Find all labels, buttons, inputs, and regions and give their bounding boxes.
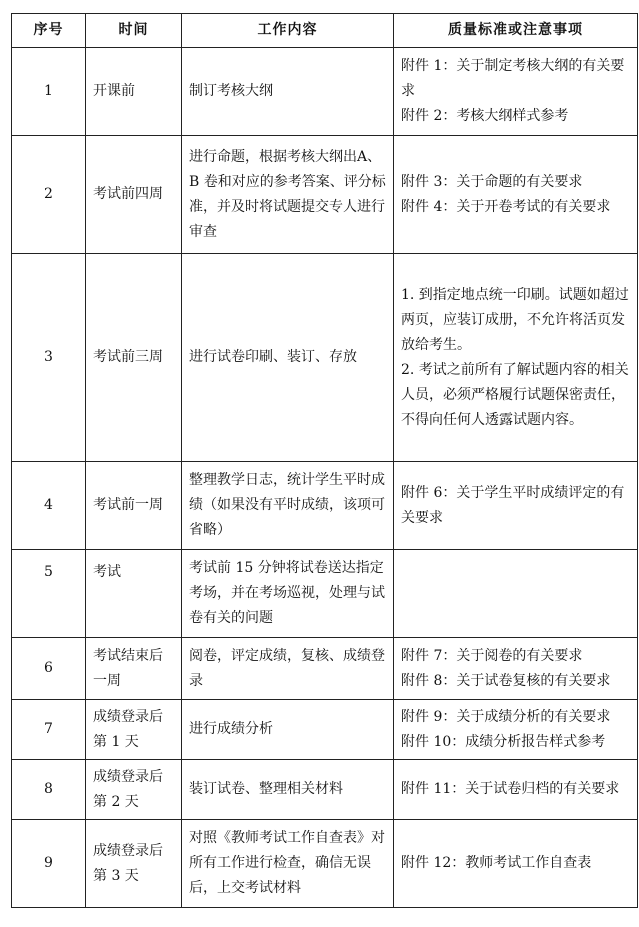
- row-time: [86, 638, 182, 700]
- content-text: 进行试卷印刷、装订、存放: [189, 349, 357, 365]
- time-line: 一周: [93, 672, 121, 689]
- row-time: [86, 760, 182, 820]
- note-line: 附件 7：关于阅卷的有关要求: [401, 647, 583, 664]
- row-notes: [394, 254, 638, 462]
- time-line: 第 3 天: [93, 867, 139, 884]
- note-line: 附件 11：关于试卷归档的有关要求: [401, 781, 620, 797]
- table-row: [12, 462, 638, 550]
- header-notes: 质量标准或注意事项: [394, 14, 638, 48]
- content-text: 对照《教师考试工作自查表》对所有工作进行检查，确信无误后，上交考试材料: [189, 830, 385, 896]
- row-time: [86, 136, 182, 254]
- row-number: 8: [12, 760, 86, 820]
- content-text: 制订考核大纲: [189, 83, 273, 99]
- note-line: 附件 12：教师考试工作自查表: [401, 855, 592, 871]
- table-row: [12, 254, 638, 462]
- row-content: [182, 136, 394, 254]
- table-row: [12, 638, 638, 700]
- time-line: 考试: [93, 564, 121, 580]
- row-notes: [394, 760, 638, 820]
- time-line: 成绩登录后: [93, 842, 163, 859]
- time-line: 考试前四周: [93, 186, 163, 202]
- table-row: [12, 136, 638, 254]
- row-number: 7: [12, 700, 86, 760]
- note-line: 附件 3：关于命题的有关要求: [401, 173, 583, 190]
- content-text: 装订试卷、整理相关材料: [189, 781, 343, 797]
- header-content: 工作内容: [182, 14, 394, 48]
- row-notes: [394, 550, 638, 638]
- row-time: [86, 550, 182, 638]
- header-time: 时间: [86, 14, 182, 48]
- note-line: 附件 6：关于学生平时成绩评定的有关要求: [401, 484, 625, 526]
- time-line: 成绩登录后: [93, 768, 163, 785]
- row-content: [182, 700, 394, 760]
- row-content: [182, 760, 394, 820]
- row-content: [182, 638, 394, 700]
- row-time: [86, 700, 182, 760]
- content-text: 阅卷，评定成绩，复核、成绩登录: [189, 647, 385, 689]
- content-text: 整理教学日志，统计学生平时成绩（如果没有平时成绩，该项可省略）: [189, 472, 385, 538]
- table-row: [12, 550, 638, 638]
- note-line: 附件 1：关于制定考核大纲的有关要求: [401, 58, 625, 99]
- time-line: 考试结束后: [93, 647, 163, 664]
- row-number: 6: [12, 638, 86, 700]
- row-content: [182, 48, 394, 136]
- note-line: 附件 8：关于试卷复核的有关要求: [401, 672, 611, 689]
- row-notes: [394, 700, 638, 760]
- note-line: 附件 10：成绩分析报告样式参考: [401, 733, 606, 750]
- row-time: [86, 254, 182, 462]
- row-notes: [394, 48, 638, 136]
- row-content: [182, 254, 394, 462]
- row-number: 5: [12, 550, 86, 638]
- row-number: 9: [12, 820, 86, 908]
- content-text: 进行成绩分析: [189, 721, 273, 737]
- time-line: 开课前: [93, 83, 135, 99]
- content-text: 进行命题，根据考核大纲出A、B 卷和对应的参考答案、评分标准，并及时将试题提交专人进行审查: [189, 148, 386, 240]
- time-line: 成绩登录后: [93, 708, 163, 725]
- note-line: 1. 到指定地点统一印刷。试题如超过两页，应装订成册，不允许将活页发放给考生。: [401, 286, 629, 353]
- note-line: 附件 4：关于开卷考试的有关要求: [401, 198, 611, 215]
- row-time: [86, 462, 182, 550]
- content-text: 考试前 15 分钟将试卷送达指定考场，并在考场巡视，处理与试卷有关的问题: [189, 560, 385, 626]
- time-line: 考试前一周: [93, 497, 163, 513]
- row-number: 4: [12, 462, 86, 550]
- time-line: 第 1 天: [93, 733, 139, 750]
- row-number: 1: [12, 48, 86, 136]
- time-line: 考试前三周: [93, 349, 163, 365]
- row-number: 3: [12, 254, 86, 462]
- note-line: 2. 考试之前所有了解试题内容的相关人员，必须严格履行试题保密责任，不得向任何人透露试题内容。: [401, 361, 629, 428]
- row-time: [86, 48, 182, 136]
- row-notes: [394, 638, 638, 700]
- row-notes: [394, 820, 638, 908]
- table-row: [12, 700, 638, 760]
- table-header-row: [12, 14, 638, 48]
- row-content: [182, 820, 394, 908]
- row-notes: [394, 462, 638, 550]
- table-row: [12, 760, 638, 820]
- time-line: 第 2 天: [93, 793, 139, 810]
- table-row: [12, 820, 638, 908]
- row-content: [182, 462, 394, 550]
- note-line: 附件 9：关于成绩分析的有关要求: [401, 708, 611, 725]
- row-time: [86, 820, 182, 908]
- row-content: [182, 550, 394, 638]
- table-row: [12, 48, 638, 136]
- exam-workflow-table: [11, 13, 638, 908]
- row-number: 2: [12, 136, 86, 254]
- note-line: 附件 2：考核大纲样式参考: [401, 108, 569, 124]
- header-no: 序号: [12, 14, 86, 48]
- row-notes: [394, 136, 638, 254]
